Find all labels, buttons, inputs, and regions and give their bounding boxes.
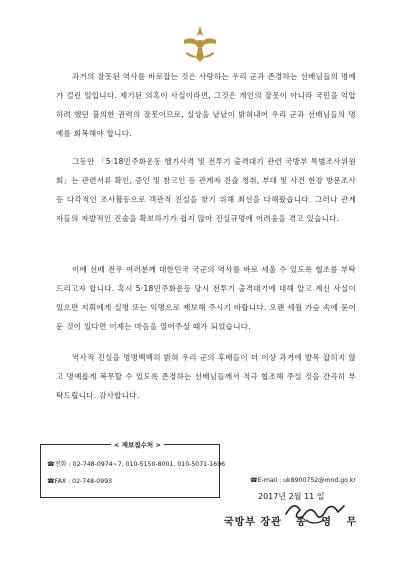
report-box-title: < 제보접수처 >: [111, 440, 164, 450]
letter-paragraph-4: 역사적 진실을 명명백백히 밝혀 우리 군의 후배들이 더 이상 과거에 발목 잡히지 않고 명예롭게 복무할 수 있도록 존경하는 선배님들께서 적극 협조해 주실 것을 간곡히 부탁드립니다. 감사합니다.: [56, 353, 356, 400]
ministry-emblem-icon: [178, 22, 222, 66]
signer-block: [224, 516, 362, 530]
report-email: ☎E-mail : uk8900752@mnd.go.kr: [250, 477, 356, 484]
report-fax: ☎FAX : 02-748-0993: [47, 478, 113, 485]
letter-paragraph-1: 과거의 잘못된 역사를 바로잡는 것은 사랑하는 우리 군과 존경하는 선배님들의 명예가 걸린 일입니다. 제기된 의혹이 사실이라면, 그것은 개인의 잘못이 아니라 국민을 억압하려 했던 불의한 권력의 잘못이므로, 실상을 낱낱이 밝혀내어 우리 군과 선배님들의 명예를 회복해야 합니다.: [56, 72, 356, 138]
report-contact-box: [40, 441, 226, 498]
signer-name: 송 영 무: [296, 517, 363, 528]
letter-date: 2017년 2월 11 일: [258, 492, 325, 501]
report-phone: ☎전화 : 02-748-0974~7, 010-5150-8001, 010-5071-1696: [47, 461, 226, 468]
letter-paragraph-2: 그동안 「5·18민주화운동 헬기사격 및 전투기 출격대기 관련 국방부 특별조사위원회」는 관련서류 확인, 증인 및 참고인 등 관계자 진술 청취, 부대 및 사건 현장 방문조사 등 다각적인 조사활동으로 객관적 진실을 찾기 위해 최선을 다해왔습니다. 그러나 관계자들의 자발적인 진술을 확보하기가 쉽지 않아 진실규명에 어려움을 겪고 있습니다.: [56, 157, 356, 223]
letter-paragraph-3: 이에 선배 전우 여러분께 대한민국 국군의 역사를 바로 세울 수 있도록 협조를 부탁드리고자 합니다. 혹시 5·18민주화운동 당시 전투기 출격대기에 대해 알고 계신 사실이 있으면 지휘에게 실명 또는 익명으로 제보해 주시기 바랍니다. 오랜 세월 가슴 속에 묻어둔 것이 있다면 이제는 마음을 열어주실 때가 되었습니다.: [56, 265, 356, 331]
signer-title: 국방부 장관: [224, 517, 282, 528]
